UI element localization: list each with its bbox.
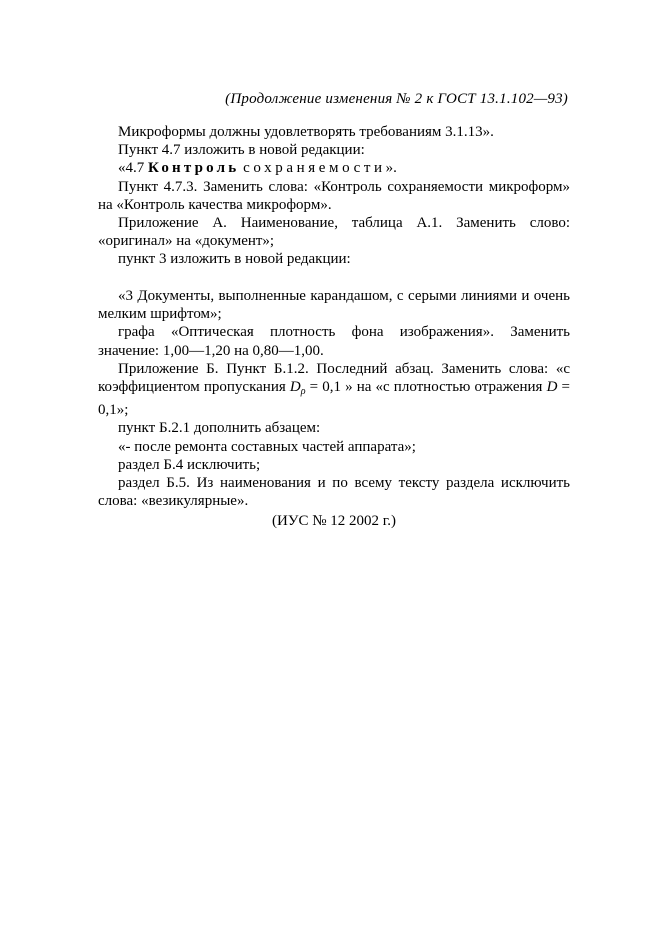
page-header: (Продолжение изменения № 2 к ГОСТ 13.1.102—93): [225, 91, 568, 107]
paragraph-point-4-7-3: Пункт 4.7.3. Заменить слова: «Контроль сохраняемости микроформ» на «Контроль качества микроформ».: [98, 178, 570, 213]
source-reference: (ИУС № 12 2002 г.): [272, 513, 396, 530]
formula-d: D: [546, 379, 558, 396]
control-title-suffix: ».: [385, 160, 397, 177]
formula-d-rho: D: [289, 379, 301, 396]
paragraph-point-4-7: Пункт 4.7 изложить в новой редакции:: [118, 142, 365, 159]
amendment-section-2: [98, 287, 570, 531]
paragraph-control-title: [98, 159, 570, 177]
paragraph-appendix-b: [98, 360, 570, 420]
formula-subscript-rho: ρ: [300, 386, 306, 398]
paragraph-appendix-a: Приложение А. Наименование, таблица А.1. Заменить слово: «оригинал» на «документ»;: [98, 215, 570, 250]
control-title-prefix: «4.7: [118, 160, 148, 177]
control-title-spaced: сохраняемости: [243, 160, 386, 177]
appendix-b-text-2: = 0,1 » на «с плотностью отражения: [305, 379, 547, 396]
amendment-section-1: [98, 123, 570, 269]
paragraph-point-b-2-1: пункт Б.2.1 дополнить абзацем:: [118, 420, 321, 437]
appendix-b-text-1: Приложение Б. Пункт Б.1.2. Последний абзац. Заменить слова: «с коэффициентом пропускания: [98, 360, 570, 396]
paragraph-documents-pencil: «3 Документы, выполненные карандашом, с серыми линиями и очень мелким шрифтом»;: [98, 288, 570, 323]
paragraph-section-b-5: раздел Б.5. Из наименования и по всему тексту раздела исключить слова: «везикулярные».: [98, 475, 570, 510]
paragraph-point-3: пункт 3 изложить в новой редакции:: [118, 251, 351, 268]
paragraph-after-repair: «- после ремонта составных частей аппарата»;: [118, 438, 416, 455]
control-title-bold: Контроль: [148, 160, 240, 177]
paragraph-optical-density: графа «Оптическая плотность фона изображения». Заменить значение: 1,00—1,20 на 0,80—1,00.: [98, 324, 570, 359]
paragraph-section-b-4: раздел Б.4 исключить;: [118, 456, 261, 473]
paragraph-microforms: Микроформы должны удовлетворять требованиям 3.1.13».: [118, 124, 494, 140]
appendix-b-text-3: = 0,1»;: [98, 379, 570, 419]
